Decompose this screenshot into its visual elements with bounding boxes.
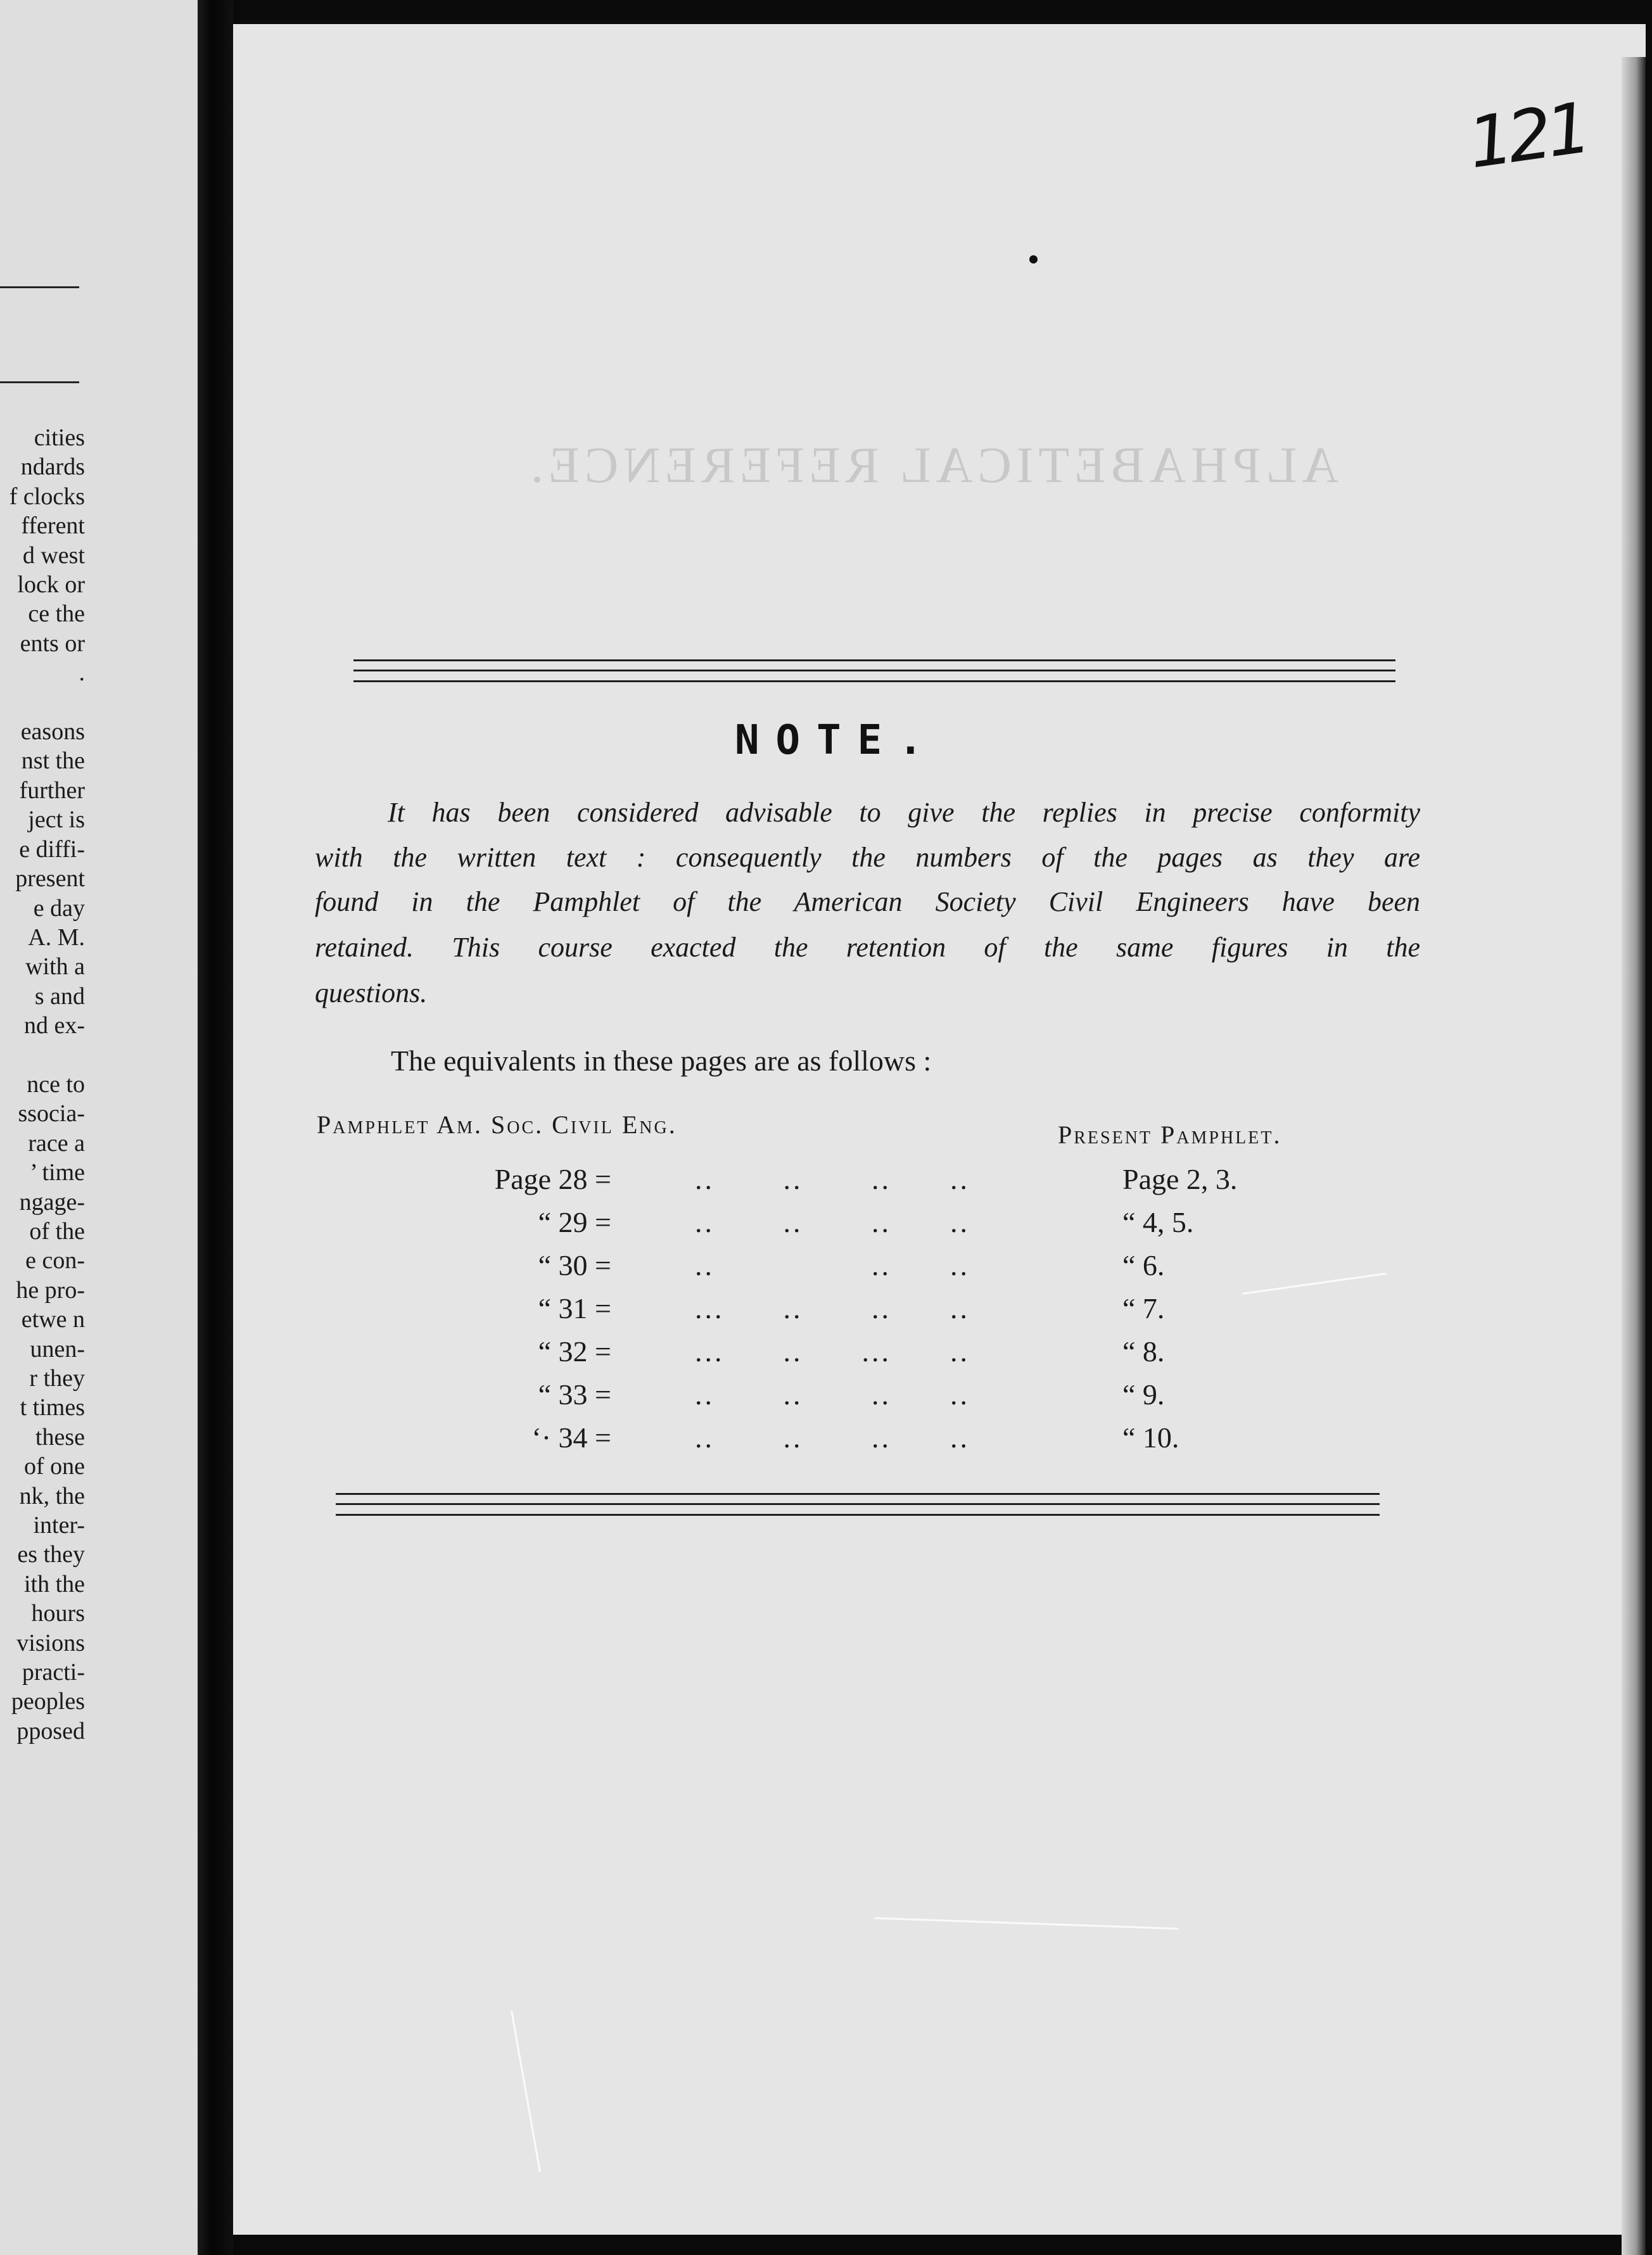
new-page: “ 9. — [1122, 1378, 1165, 1411]
facing-page-line: with a — [25, 953, 85, 981]
leader-dots: ... .. .. .. — [695, 1292, 970, 1324]
facing-page-line: s and — [34, 982, 85, 1010]
equivalents-intro: The equivalents in these pages are as follows : — [391, 1045, 932, 1077]
old-page: “ 32 = — [538, 1335, 611, 1368]
facing-page-line: lock or — [17, 571, 85, 599]
facing-page-line: e day — [33, 894, 85, 922]
new-page: “ 10. — [1122, 1421, 1179, 1454]
bottom-rule-2 — [336, 1503, 1380, 1505]
facing-page-line: ndards — [20, 454, 85, 481]
facing-page-line: these — [35, 1423, 85, 1451]
equivalence-row — [0, 1378, 1413, 1416]
old-page: “ 30 = — [538, 1249, 611, 1281]
facing-page-line: r they — [29, 1365, 85, 1392]
top-rule-3 — [353, 680, 1395, 682]
leader-dots: .. .. .. .. — [695, 1421, 970, 1454]
facing-page-line: further — [19, 777, 85, 804]
left-column-heading: Pamphlet Am. Soc. Civil Eng. — [317, 1110, 677, 1139]
new-page: “ 8. — [1122, 1335, 1165, 1368]
equivalence-row — [0, 1205, 1413, 1243]
equivalence-row — [0, 1292, 1413, 1330]
facing-page-line: he pro- — [16, 1276, 85, 1304]
facing-page-line: inter- — [33, 1512, 85, 1539]
leader-dots: .. .. .. .. — [695, 1163, 970, 1195]
new-page: “ 7. — [1122, 1292, 1165, 1324]
new-page: Page 2, 3. — [1122, 1163, 1238, 1195]
facing-page-line: ’ time — [30, 1159, 85, 1186]
equivalence-row — [0, 1248, 1413, 1286]
equivalence-row — [0, 1421, 1413, 1459]
facing-page-line: etwe n — [21, 1306, 85, 1333]
facing-page — [0, 0, 198, 2255]
note-line: It has been considered advisable to give the replies in precise conformity — [388, 797, 1420, 828]
bottom-rule-1 — [336, 1493, 1380, 1495]
facing-page-line: cities — [34, 424, 85, 451]
facing-page-line: ith the — [23, 1570, 85, 1598]
facing-page-line: nst the — [21, 747, 85, 775]
facing-page-line: nce to — [27, 1070, 85, 1098]
facing-page-line: pposed — [16, 1717, 85, 1744]
facing-page-line: unen- — [30, 1335, 85, 1363]
facing-page-line: of the — [29, 1217, 85, 1245]
leader-dots: .. .. .. .. — [695, 1378, 970, 1411]
facing-page-line: ents or — [20, 630, 85, 657]
facing-page-line: ssocia- — [18, 1100, 85, 1128]
note-title: NOTE. — [735, 717, 939, 764]
facing-page-line: easons — [20, 718, 85, 746]
right-column-heading: Present Pamphlet. — [1058, 1121, 1282, 1149]
old-page: “ 31 = — [538, 1292, 611, 1324]
facing-page-line: f clocks — [9, 483, 85, 510]
facing-page-line: ce the — [28, 600, 85, 628]
facing-page-line — [0, 688, 85, 717]
facing-page-line: A. M. — [28, 924, 85, 951]
facing-page-line: fferent — [21, 512, 85, 540]
facing-page-line: t times — [20, 1394, 85, 1421]
facing-page-line: . — [79, 659, 85, 687]
facing-page-line: present — [15, 865, 85, 892]
facing-page-text-column — [0, 423, 85, 1746]
note-line: found in the Pamphlet of the American Society Civil Engineers have been — [315, 886, 1420, 917]
facing-page-line: race a — [28, 1129, 85, 1157]
facing-page-rule-top — [0, 286, 79, 288]
top-rule-2 — [353, 670, 1395, 671]
facing-page-line: d west — [22, 542, 85, 569]
facing-page-rule-bottom — [0, 381, 79, 383]
handwritten-page-number: 121 — [1463, 87, 1591, 184]
facing-page-line: nd ex- — [23, 1012, 85, 1039]
leader-dots: .. .. .. — [695, 1249, 970, 1281]
leader-dots: .. .. .. .. — [695, 1206, 970, 1238]
new-page: “ 4, 5. — [1122, 1206, 1194, 1238]
facing-page-line: peoples — [11, 1688, 85, 1715]
bottom-rule-3 — [336, 1514, 1380, 1516]
facing-page-line: of one — [23, 1453, 85, 1480]
facing-page-line: ngage- — [19, 1188, 85, 1216]
facing-page-line: ject is — [28, 806, 85, 834]
top-rule-1 — [353, 659, 1395, 661]
page-edge-shadow — [1622, 57, 1646, 2255]
facing-page-line: practi- — [22, 1659, 85, 1686]
old-page: Page 28 = — [494, 1163, 611, 1195]
leader-dots: ... .. ... .. — [695, 1335, 970, 1368]
facing-page-line: hours — [31, 1600, 85, 1627]
old-page: ‘· 34 = — [531, 1421, 611, 1454]
equivalence-row — [0, 1162, 1413, 1200]
old-page: “ 33 = — [538, 1378, 611, 1411]
facing-page-line: e con- — [25, 1247, 85, 1274]
new-page: “ 6. — [1122, 1249, 1165, 1281]
ink-speck — [1029, 255, 1038, 264]
note-line: with the written text : consequently the numbers of the pages as they are — [315, 842, 1420, 873]
facing-page-line: visions — [16, 1629, 85, 1656]
old-page: “ 29 = — [538, 1206, 611, 1238]
equivalence-row — [0, 1335, 1413, 1373]
book-gutter — [198, 0, 233, 2255]
facing-page-line: e diffi- — [19, 835, 85, 863]
note-line: retained. This course exacted the retention of the same figures in the — [315, 932, 1420, 963]
note-line: questions. — [315, 977, 428, 1008]
facing-page-line — [0, 1041, 85, 1070]
bleed-through-heading: ALPHABETICAL REFERENCE. — [526, 438, 1339, 493]
facing-page-line: es they — [17, 1541, 85, 1568]
facing-page-line: nk, the — [19, 1482, 85, 1509]
